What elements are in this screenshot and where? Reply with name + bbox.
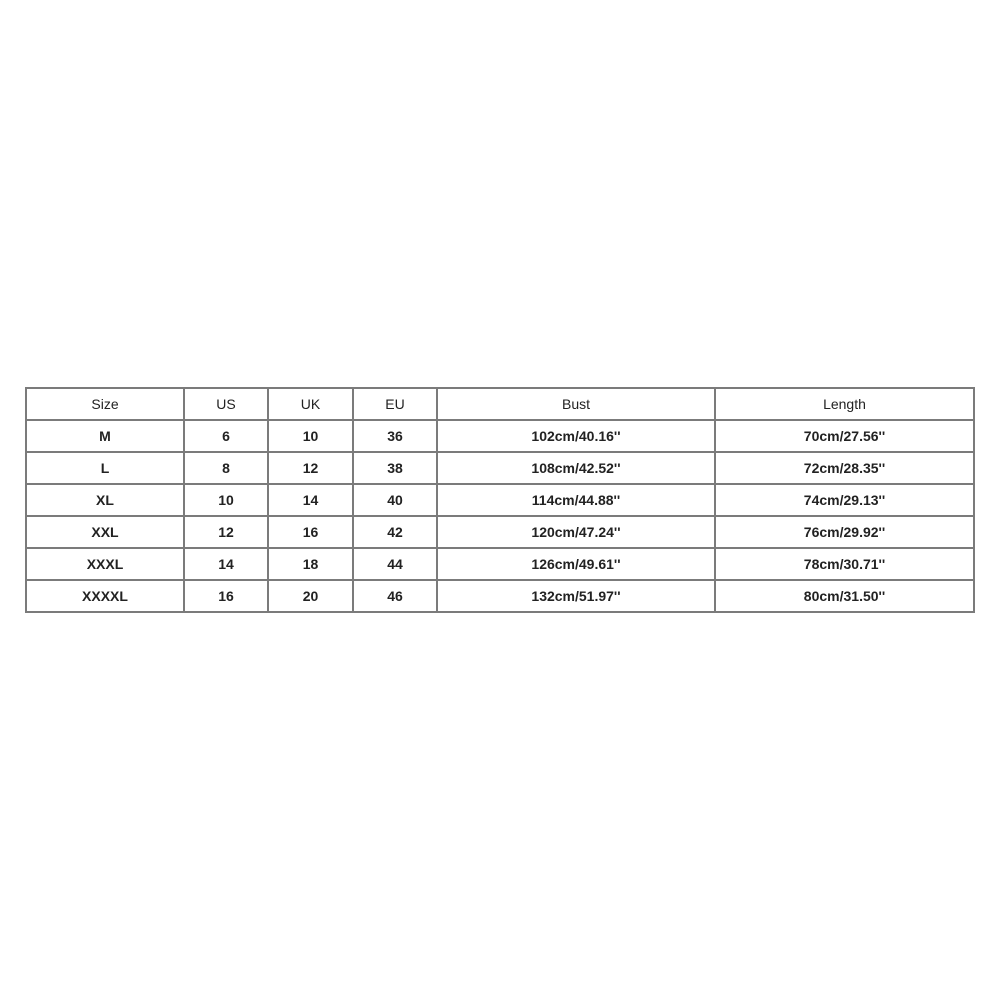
cell-length: 76cm/29.92'' [716,517,973,547]
cell-eu: 46 [354,581,436,611]
cell-size: XXXL [27,549,183,579]
cell-eu: 40 [354,485,436,515]
cell-size: XL [27,485,183,515]
cell-us: 16 [185,581,267,611]
size-chart-table [25,387,975,613]
header-length: Length [716,389,973,419]
table-row [27,549,973,579]
cell-us: 12 [185,517,267,547]
header-size: Size [27,389,183,419]
cell-eu: 38 [354,453,436,483]
cell-bust: 102cm/40.16'' [438,421,714,451]
cell-eu: 42 [354,517,436,547]
table-row [27,485,973,515]
cell-size: XXXXL [27,581,183,611]
header-row [27,389,973,419]
cell-size: M [27,421,183,451]
table-row [27,581,973,611]
cell-us: 6 [185,421,267,451]
table-row [27,517,973,547]
cell-bust: 120cm/47.24'' [438,517,714,547]
cell-us: 14 [185,549,267,579]
table-row [27,421,973,451]
header-uk: UK [269,389,352,419]
cell-bust: 108cm/42.52'' [438,453,714,483]
cell-us: 8 [185,453,267,483]
cell-bust: 126cm/49.61'' [438,549,714,579]
cell-uk: 10 [269,421,352,451]
table-row [27,453,973,483]
cell-length: 78cm/30.71'' [716,549,973,579]
cell-length: 70cm/27.56'' [716,421,973,451]
cell-length: 80cm/31.50'' [716,581,973,611]
cell-uk: 14 [269,485,352,515]
header-eu: EU [354,389,436,419]
cell-bust: 132cm/51.97'' [438,581,714,611]
cell-size: XXL [27,517,183,547]
cell-size: L [27,453,183,483]
cell-length: 72cm/28.35'' [716,453,973,483]
cell-uk: 12 [269,453,352,483]
cell-eu: 44 [354,549,436,579]
cell-uk: 20 [269,581,352,611]
cell-eu: 36 [354,421,436,451]
cell-bust: 114cm/44.88'' [438,485,714,515]
cell-uk: 18 [269,549,352,579]
cell-length: 74cm/29.13'' [716,485,973,515]
header-bust: Bust [438,389,714,419]
header-us: US [185,389,267,419]
cell-uk: 16 [269,517,352,547]
cell-us: 10 [185,485,267,515]
